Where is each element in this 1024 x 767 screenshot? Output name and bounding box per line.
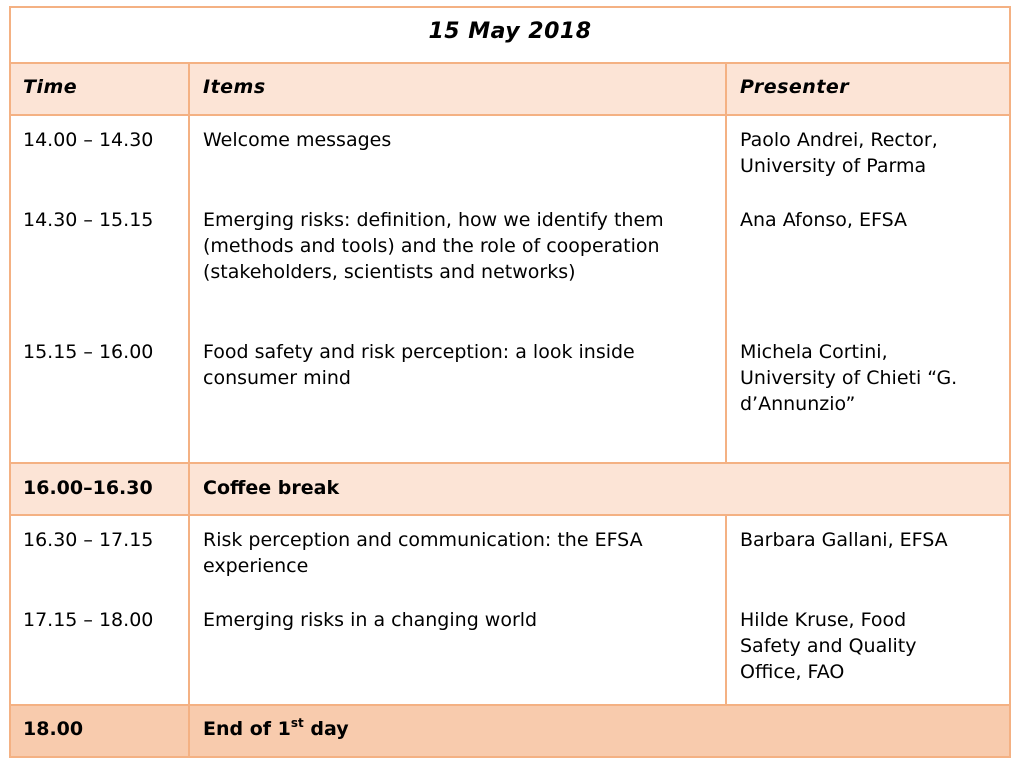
row-time: 14.30 – 15.15 bbox=[23, 209, 154, 231]
page-title: 15 May 2018 bbox=[428, 19, 592, 44]
row-time: 17.15 – 18.00 bbox=[23, 609, 154, 631]
row-item: Welcome messages bbox=[203, 129, 392, 151]
end-item-suffix: day bbox=[303, 718, 349, 740]
coffee-time: 16.00–16.30 bbox=[23, 477, 153, 499]
end-time: 18.00 bbox=[23, 718, 84, 740]
header-items: Items bbox=[203, 76, 266, 98]
end-item-sup: st bbox=[290, 716, 304, 730]
row-item: Food safety and risk perception: a look inside consumer mind bbox=[203, 341, 635, 389]
row-time: 16.30 – 17.15 bbox=[23, 529, 154, 551]
row-presenter: Barbara Gallani, EFSA bbox=[740, 529, 948, 551]
row-item: Risk perception and communication: the EFSA experience bbox=[203, 529, 643, 577]
row-presenter: Paolo Andrei, Rector, University of Parma bbox=[740, 129, 938, 177]
end-item bbox=[203, 716, 703, 742]
coffee-item: Coffee break bbox=[203, 477, 340, 499]
row-item: Emerging risks: definition, how we identify them (methods and tools) and the role of cooperation (stakeholders, scientists and networks) bbox=[203, 209, 664, 283]
row-presenter: Michela Cortini, University of Chieti “G. d’Annunzio” bbox=[740, 341, 958, 415]
row-item: Emerging risks in a changing world bbox=[203, 609, 538, 631]
header-time: Time bbox=[23, 76, 78, 98]
row-time: 14.00 – 14.30 bbox=[23, 129, 154, 151]
end-item-prefix: End of 1 bbox=[203, 718, 291, 740]
header-presenter: Presenter bbox=[740, 76, 850, 98]
row-presenter: Hilde Kruse, Food Safety and Quality Office, FAO bbox=[740, 609, 917, 683]
row-presenter: Ana Afonso, EFSA bbox=[740, 209, 908, 231]
row-time: 15.15 – 16.00 bbox=[23, 341, 154, 363]
